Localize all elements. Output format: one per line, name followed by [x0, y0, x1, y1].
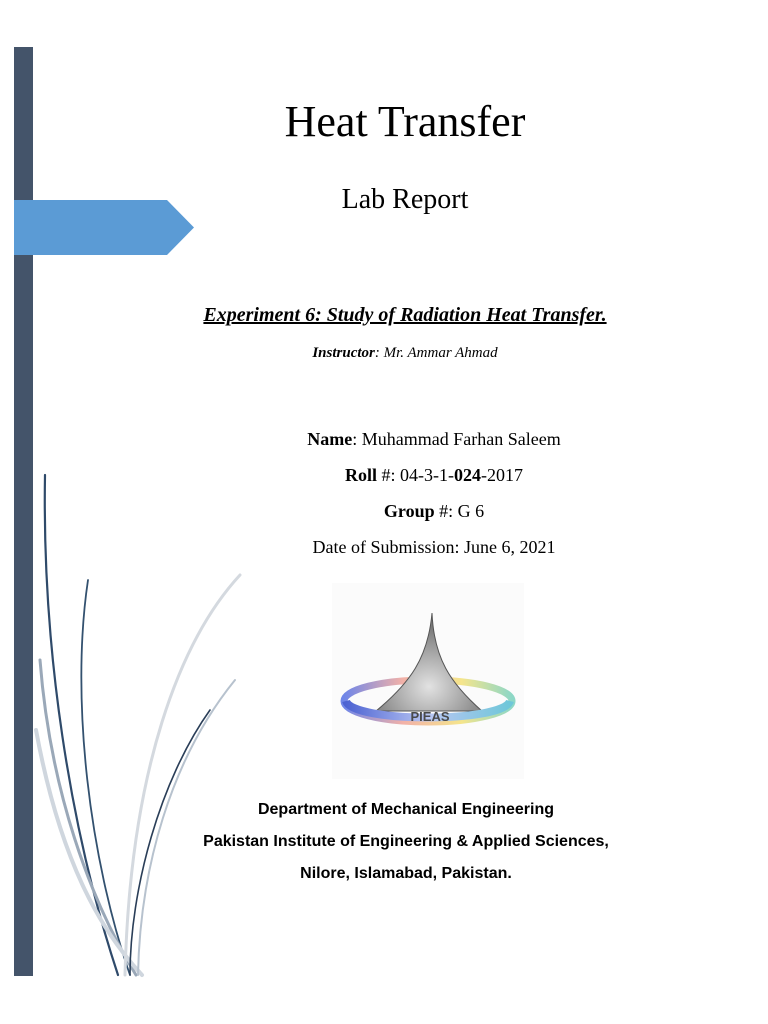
instructor-line — [0, 345, 768, 362]
date-value: : June 6, 2021 — [454, 537, 556, 557]
name-label: Name — [307, 429, 353, 449]
report-title: Heat Transfer — [284, 97, 526, 146]
date-label: Date of Submission — [312, 537, 455, 557]
report-subtitle: Lab Report — [341, 184, 469, 215]
group-value: #: G 6 — [434, 501, 485, 521]
institute-location: Nilore, Islamabad, Pakistan. — [300, 865, 512, 882]
pieas-logo — [332, 583, 524, 779]
group-label: Group — [383, 501, 435, 521]
roll-value-part3: -2017 — [481, 465, 523, 485]
roll-number-line — [0, 465, 768, 486]
instructor-name: : Mr. Ammar Ahmad — [374, 345, 498, 361]
roll-value-part2: 024 — [454, 465, 481, 485]
roll-label: Roll — [345, 465, 378, 485]
submission-date-line — [0, 537, 768, 558]
group-line — [0, 501, 768, 522]
department-name: Department of Mechanical Engineering — [257, 801, 555, 818]
logo-text: PIEAS — [410, 709, 450, 724]
name-value: : Muhammad Farhan Saleem — [352, 429, 561, 449]
institute-name: Pakistan Institute of Engineering & Applied Sciences, — [203, 833, 609, 850]
roll-value-part1: #: 04-3-1- — [377, 465, 454, 485]
instructor-label: Instructor — [312, 345, 375, 361]
experiment-title: Experiment 6: Study of Radiation Heat Transfer. — [203, 304, 607, 326]
student-name-line — [0, 429, 768, 450]
